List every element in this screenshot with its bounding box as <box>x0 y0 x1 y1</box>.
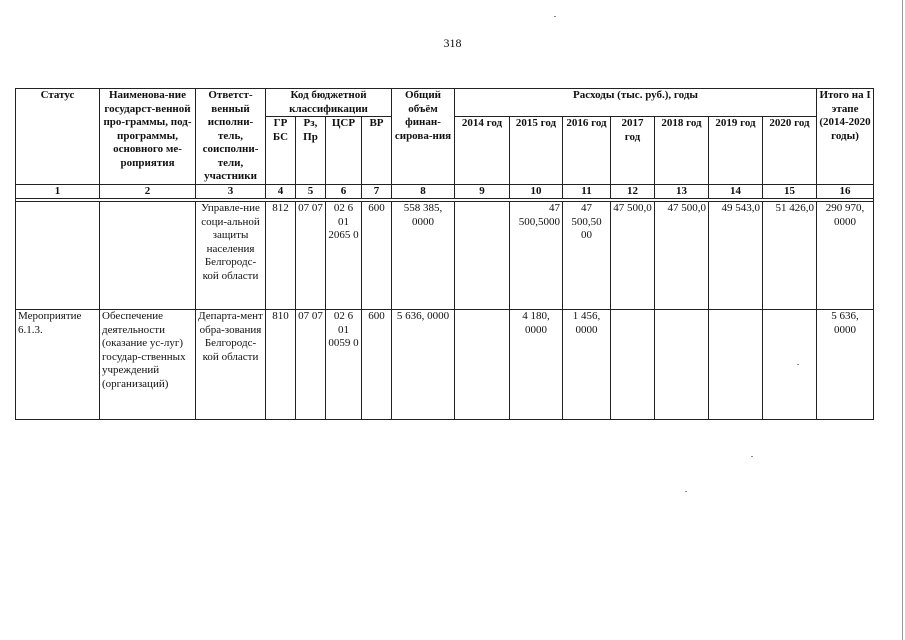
header-vr: ВР <box>362 117 392 184</box>
row-csr: 02 6 01 2065 0 <box>326 202 362 310</box>
row-name: Обеспечение деятельности (оказание ус-луг) государ-ственных учреждений (организаций) <box>100 310 196 420</box>
row-2017: 47 500,0 <box>611 202 655 310</box>
table-row <box>16 202 874 310</box>
row-2017 <box>611 310 655 420</box>
header-stage-total: Итого на I этапе (2014-2020 годы) <box>817 89 874 185</box>
row-grbs: 812 <box>266 202 296 310</box>
row-rzpr: 07 07 <box>296 310 326 420</box>
row-2014 <box>455 310 510 420</box>
column-number-row <box>16 184 874 199</box>
page-number: 318 <box>443 36 462 50</box>
row-2016: 47 500,50 00 <box>563 202 611 310</box>
row-stage-total: 5 636, 0000 <box>817 310 874 420</box>
column-number: 13 <box>655 184 709 199</box>
header-year-2016: 2016 год <box>563 117 611 184</box>
header-responsible: Ответст-венный исполни-тель, соисполни-тели, участники <box>196 89 266 185</box>
row-csr: 02 6 01 0059 0 <box>326 310 362 420</box>
column-number: 2 <box>100 184 196 199</box>
budget-table <box>15 88 874 420</box>
header-expenses: Расходы (тыс. руб.), годы <box>455 89 817 117</box>
column-number: 5 <box>296 184 326 199</box>
row-rzpr: 07 07 <box>296 202 326 310</box>
header-rzpr: Рз, Пр <box>296 117 326 184</box>
header-grbs: ГР БС <box>266 117 296 184</box>
row-name <box>100 202 196 310</box>
header-budget-code: Код бюджетной классификации <box>266 89 392 117</box>
column-number: 14 <box>709 184 763 199</box>
row-responsible: Управле-ние соци-альной защиты населения Белгородс-кой области <box>196 202 266 310</box>
row-total: 5 636, 0000 <box>392 310 455 420</box>
header-name: Наименова-ние государст-венной про-граммы, под-программы, основного ме-роприятия <box>100 89 196 185</box>
column-number: 11 <box>563 184 611 199</box>
column-number: 10 <box>510 184 563 199</box>
row-2019: 49 543,0 <box>709 202 763 310</box>
table-row <box>16 310 874 420</box>
scan-speck <box>554 16 556 17</box>
row-stage-total: 290 970, 0000 <box>817 202 874 310</box>
row-2020: 51 426,0 <box>763 202 817 310</box>
column-number: 16 <box>817 184 874 199</box>
header-year-2015: 2015 год <box>510 117 563 184</box>
row-2015: 4 180, 0000 <box>510 310 563 420</box>
column-number: 1 <box>16 184 100 199</box>
header-year-2014: 2014 год <box>455 117 510 184</box>
header-year-2018: 2018 год <box>655 117 709 184</box>
header-year-2017: 2017 год <box>611 117 655 184</box>
column-number: 15 <box>763 184 817 199</box>
header-year-2020: 2020 год <box>763 117 817 184</box>
row-status: Мероприятие 6.1.3. <box>16 310 100 420</box>
row-grbs: 810 <box>266 310 296 420</box>
header-status: Статус <box>16 89 100 185</box>
row-2019 <box>709 310 763 420</box>
column-number: 6 <box>326 184 362 199</box>
row-vr: 600 <box>362 202 392 310</box>
row-2014 <box>455 202 510 310</box>
scan-speck <box>685 491 687 492</box>
column-number: 4 <box>266 184 296 199</box>
scan-speck <box>797 364 799 365</box>
row-total: 558 385, 0000 <box>392 202 455 310</box>
scan-edge-line <box>902 0 903 640</box>
scan-speck <box>751 456 753 457</box>
row-status <box>16 202 100 310</box>
row-2015: 47 500,5000 <box>510 202 563 310</box>
row-vr: 600 <box>362 310 392 420</box>
header-csr: ЦСР <box>326 117 362 184</box>
row-2016: 1 456, 0000 <box>563 310 611 420</box>
row-2018 <box>655 310 709 420</box>
column-number: 7 <box>362 184 392 199</box>
column-number: 12 <box>611 184 655 199</box>
row-responsible: Департа-мент обра-зования Белгородс-кой области <box>196 310 266 420</box>
header-year-2019: 2019 год <box>709 117 763 184</box>
row-2020 <box>763 310 817 420</box>
header-total-volume: Общий объём финан-сирова-ния <box>392 89 455 185</box>
column-number: 9 <box>455 184 510 199</box>
column-number: 3 <box>196 184 266 199</box>
row-2018: 47 500,0 <box>655 202 709 310</box>
column-number: 8 <box>392 184 455 199</box>
